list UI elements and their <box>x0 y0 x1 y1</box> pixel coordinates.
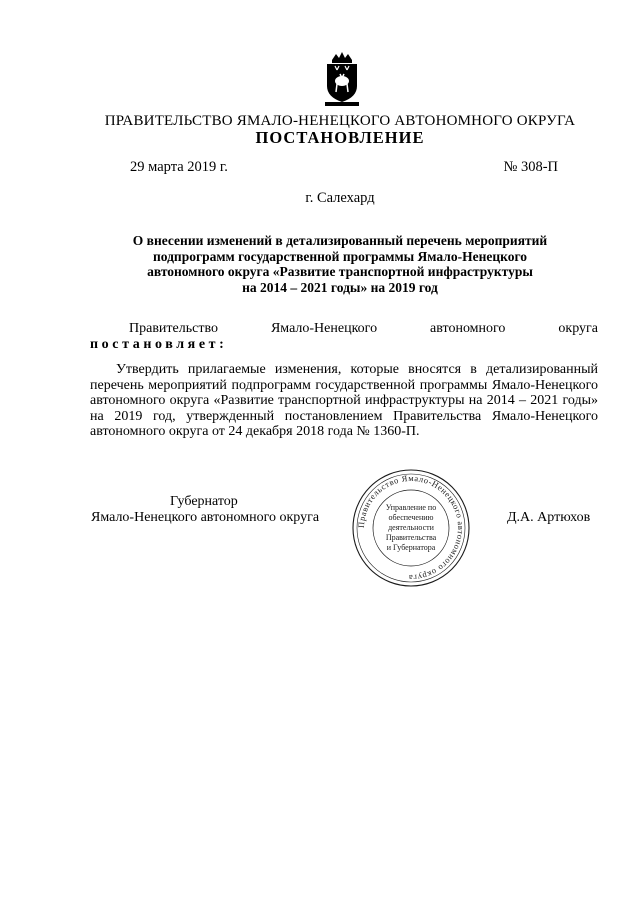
signatory-organization: Ямало-Ненецкого автономного округа <box>91 510 320 525</box>
coat-of-arms-emblem <box>323 50 361 108</box>
seal-center-line: обеспечению <box>388 513 434 522</box>
seal-center-line: деятельности <box>388 523 434 532</box>
seal-center-line: Правительства <box>385 533 437 542</box>
subject-line: О внесении изменений в детализированный перечень мероприятий <box>132 233 548 248</box>
document-number: № 308-П <box>503 159 558 175</box>
resolution-paragraph: Утвердить прилагаемые изменения, которые вносятся в детализированный перечень мероприятий подпрограмм государственной программы Ямало-Ненецкого автономного округа «Развитие транспортной инфраструктуры на 2014 – 2021 годы» на 2019 год, утвержденный постановлением Правительства Ямало-Ненецкого автономного округа от 24 декабря 2018 года № 1360-П. <box>90 362 598 439</box>
signatory-title: Губернатор <box>170 494 238 509</box>
document-subject <box>90 233 590 295</box>
subject-line: подпрограмм государственной программы Ямало-Ненецкого <box>152 248 528 264</box>
official-seal-stamp <box>348 468 474 588</box>
seal-center-line: и Губернатора <box>386 543 436 552</box>
subject-line: автономного округа «Развитие транспортной инфраструктуры <box>147 264 533 280</box>
document-city: г. Салехард <box>305 190 375 206</box>
preamble-line <box>90 321 598 337</box>
seal-center-line: Управление по <box>385 503 437 512</box>
signatory-name: Д.А. Артюхов <box>507 510 591 525</box>
preamble-word: Правительство <box>129 321 218 336</box>
document-type: ПОСТАНОВЛЕНИЕ <box>255 128 425 147</box>
preamble-word: округа <box>558 321 598 336</box>
document-date: 29 марта 2019 г. <box>130 159 228 175</box>
subject-line: на 2014 – 2021 годы» на 2019 год <box>242 279 438 295</box>
preamble-word: автономного <box>430 321 506 336</box>
government-title: ПРАВИТЕЛЬСТВО ЯМАЛО-НЕНЕЦКОГО АВТОНОМНОГО ОКРУГА <box>104 113 576 129</box>
decree-line <box>90 337 598 353</box>
preamble-word: Ямало-Ненецкого <box>270 321 378 336</box>
seal-ring-text: Правительство Ямало-Ненецкого автономного округа <box>355 472 467 584</box>
decree-word: постановляет: <box>90 337 228 352</box>
